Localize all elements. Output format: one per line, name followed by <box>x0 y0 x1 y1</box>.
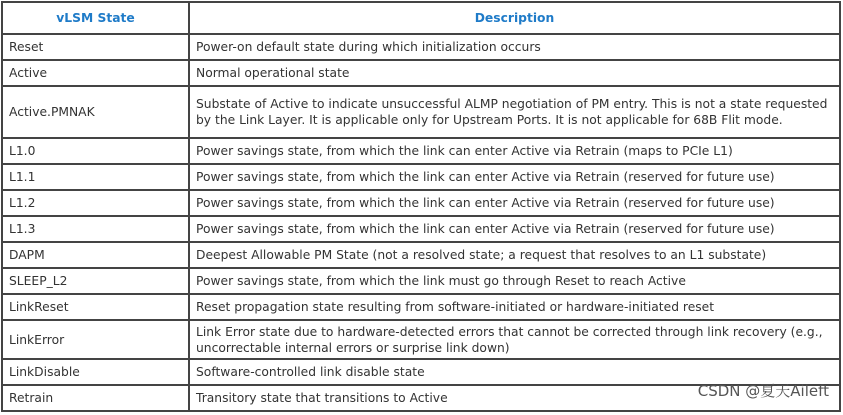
table-row <box>2 320 840 359</box>
description-cell: Power-on default state during which initialization occurs <box>189 34 840 60</box>
state-cell: LinkError <box>2 320 189 359</box>
state-cell: LinkDisable <box>2 359 189 385</box>
description-cell: Link Error state due to hardware-detected errors that cannot be corrected through link recovery (e.g., uncorrectable internal errors or surprise link down) <box>189 320 840 359</box>
description-cell: Power savings state, from which the link can enter Active via Retrain (maps to PCIe L1) <box>189 138 840 164</box>
header-vlsm-state: vLSM State <box>2 2 189 34</box>
table-row <box>2 268 840 294</box>
state-cell: LinkReset <box>2 294 189 320</box>
table-row <box>2 242 840 268</box>
table-row <box>2 86 840 138</box>
description-cell: Power savings state, from which the link can enter Active via Retrain (reserved for future use) <box>189 164 840 190</box>
table-header-row <box>2 2 840 34</box>
description-cell: Reset propagation state resulting from software-initiated or hardware-initiated reset <box>189 294 840 320</box>
state-cell: Active <box>2 60 189 86</box>
state-cell: Active.PMNAK <box>2 86 189 138</box>
table-row <box>2 216 840 242</box>
description-cell: Normal operational state <box>189 60 840 86</box>
state-cell: DAPM <box>2 242 189 268</box>
table-row <box>2 138 840 164</box>
state-cell: L1.0 <box>2 138 189 164</box>
description-cell: Power savings state, from which the link can enter Active via Retrain (reserved for future use) <box>189 216 840 242</box>
vlsm-state-table <box>1 1 841 412</box>
state-cell: Retrain <box>2 385 189 411</box>
state-cell: Reset <box>2 34 189 60</box>
description-cell: Deepest Allowable PM State (not a resolved state; a request that resolves to an L1 substate) <box>189 242 840 268</box>
table-row <box>2 60 840 86</box>
table-row <box>2 34 840 60</box>
description-cell: Transitory state that transitions to Active <box>189 385 840 411</box>
state-cell: L1.3 <box>2 216 189 242</box>
table-row <box>2 164 840 190</box>
table-row <box>2 190 840 216</box>
description-cell: Substate of Active to indicate unsuccessful ALMP negotiation of PM entry. This is not a state requested by the Link Layer. It is applicable only for Upstream Ports. It is not applicable for 68B Flit mode. <box>189 86 840 138</box>
state-cell: L1.2 <box>2 190 189 216</box>
description-cell: Software-controlled link disable state <box>189 359 840 385</box>
watermark: CSDN @夏天Aileft <box>697 382 829 400</box>
description-cell: Power savings state, from which the link must go through Reset to reach Active <box>189 268 840 294</box>
header-description: Description <box>189 2 840 34</box>
state-cell: L1.1 <box>2 164 189 190</box>
table-row <box>2 294 840 320</box>
state-cell: SLEEP_L2 <box>2 268 189 294</box>
description-cell: Power savings state, from which the link can enter Active via Retrain (reserved for future use) <box>189 190 840 216</box>
